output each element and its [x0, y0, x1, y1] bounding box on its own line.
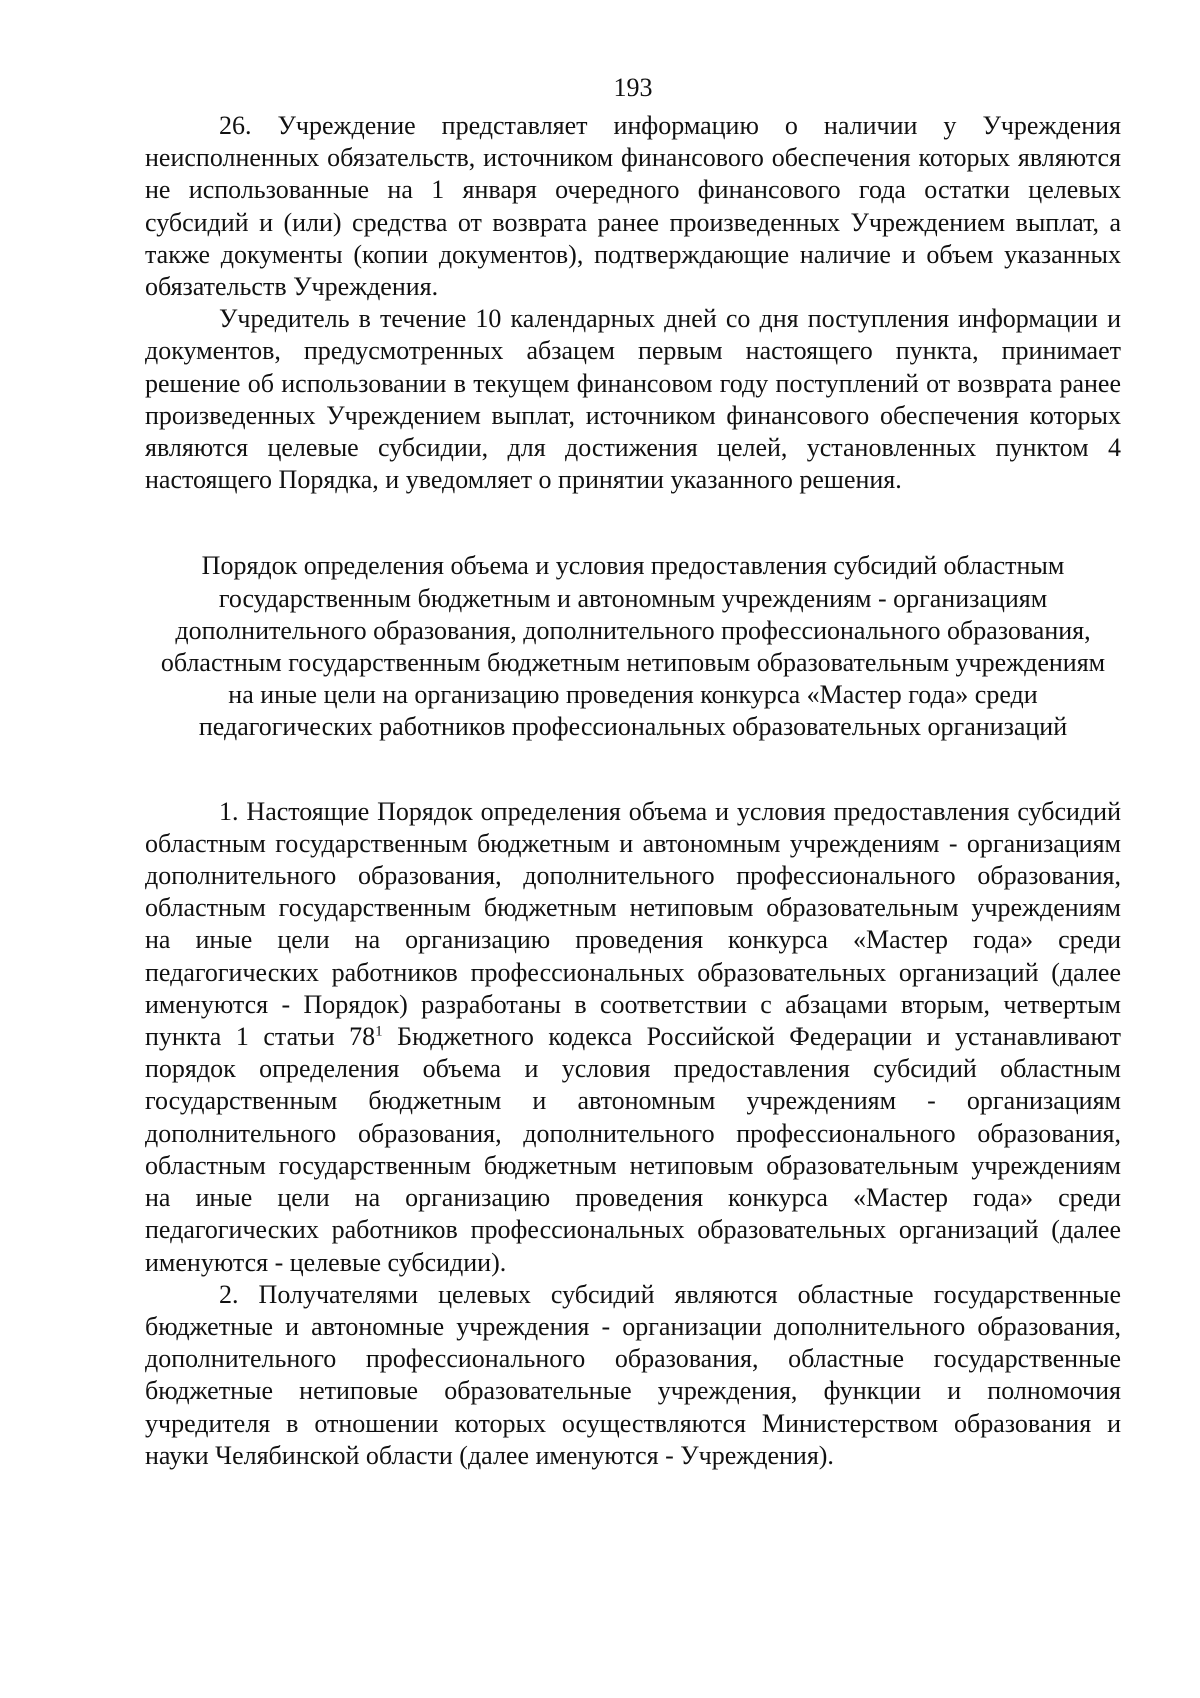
- paragraph-1-text-start: 1. Настоящие Порядок определения объема и условия предоставления субсидий областным государственным бюджетным и автономным учреждениям - организациям дополнительного образования, дополнительного профессионального образования, областным государственным бюджетным нетиповым образовательным учреждениям на иные цели на организацию проведения конкурса «Мастер года» среди педагогических работников профессиональных образовательных организаций (далее именуются - Порядок) разработаны в соответствии с абзацами вторым, четвертым пункта 1 статьи 78: [145, 796, 1121, 1052]
- article-superscript: 1: [375, 1023, 383, 1040]
- section-heading: Порядок определения объема и условия предоставления субсидий областным государственным бюджетным и автономным учреждениям - организациям дополнительного образования, дополнительного профессионального образования, областным государственным бюджетным нетиповым образовательным учреждениям на иные цели на организацию проведения конкурса «Мастер года» среди педагогических работников профессиональных образовательных организаций: [160, 551, 1106, 742]
- paragraph-2: 2. Получателями целевых субсидий являются областные государственные бюджетные и автономные учреждения - организации дополнительного образования, дополнительного профессионального образования, областные государственные бюджетные нетиповые образовательные учреждения, функции и полномочия учредителя в отношении которых осуществляются Министерством образования и науки Челябинской области (далее именуются - Учреждения).: [145, 1279, 1121, 1470]
- paragraph-26-founder-decision: Учредитель в течение 10 календарных дней со дня поступления информации и документов, предусмотренных абзацем первым настоящего пункта, принимает решение об использовании в текущем финансовом году поступлений от возврата ранее произведенных Учреждением выплат, источником финансового обеспечения которых являются целевые субсидии, для достижения целей, установленных пунктом 4 настоящего Порядка, и уведомляет о принятии указанного решения.: [145, 304, 1121, 495]
- paragraph-26: 26. Учреждение представляет информацию о наличии у Учреждения неисполненных обязательств, источником финансового обеспечения которых являются не использованные на 1 января очередного финансового года остатки целевых субсидий и (или) средства от возврата ранее произведенных Учреждением выплат, а также документы (копии документов), подтверждающие наличие и объем указанных обязательств Учреждения.: [145, 111, 1121, 302]
- page-number: 193: [613, 73, 653, 102]
- paragraph-1-text-end: Бюджетного кодекса Российской Федерации и устанавливают порядок определения объема и условия предоставления субсидий областным государственным бюджетным и автономным учреждениям - организациям дополнительного образования, дополнительного профессионального образования, областным государственным бюджетным нетиповым образовательным учреждениям на иные цели на организацию проведения конкурса «Мастер года» среди педагогических работников профессиональных образовательных организаций (далее именуются - целевые субсидии).: [145, 1022, 1122, 1277]
- paragraph-1: [145, 796, 1121, 1279]
- document-page: [145, 72, 1121, 1472]
